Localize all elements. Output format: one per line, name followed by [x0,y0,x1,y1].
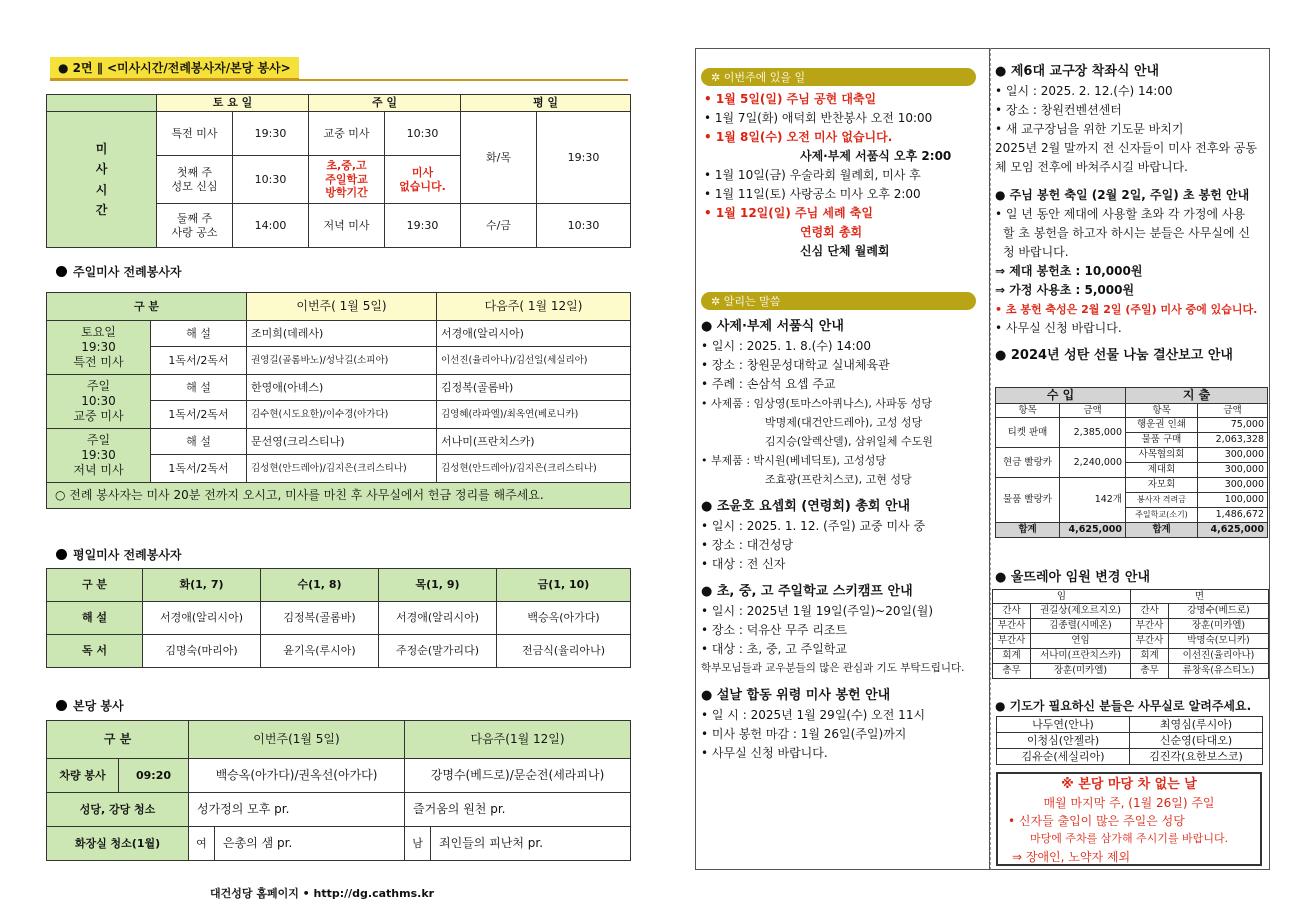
cell: 장훈(미카엘) [1031,664,1131,679]
title-text: 초, 중, 고 주일학교 스키캠프 안내 [716,584,913,599]
total: 4,625,000 [1060,523,1126,538]
line: • 장소 : 창원컨벤션센터 [995,103,1122,117]
footer: 대건성당 홈페이지 • http://dg.cathms.kr [210,887,435,900]
cell: 300,000 [1198,448,1268,463]
cell: 이청심(안젤라) [997,733,1130,749]
heading-text: 주일미사 전례봉사자 [73,265,182,279]
title-text: 조윤호 요셉회 (연령회) 총회 안내 [716,499,911,514]
cell: 김진각(요한보스코) [1130,749,1263,765]
group-cell: 주일 10:30 교중 미사 [47,375,151,429]
cell: 75,000 [1198,418,1268,433]
cell: 둘째 주 사랑 공소 [157,204,233,248]
notice-title: ● 기도가 필요하신 분들은 사무실로 알려주세요. [995,699,1252,713]
sun-icon: ✲ [711,71,724,84]
note: ○ 전례 봉사자는 미사 20분 전까지 오시고, 미사를 마친 후 사무실에서 헌금 정리를 해주세요. [47,483,631,509]
cell: 행운권 인쇄 [1126,418,1198,433]
role-cell: 해 설 [47,602,143,635]
header: 다음주( 1월 12일) [437,293,631,321]
cell: 강명수(베드로) [1169,604,1269,619]
cell: 티켓 판매 [996,418,1060,448]
cell: 제대회 [1126,463,1198,478]
line: • 장소 : 창원문성대학교 실내체육관 [701,358,890,372]
cell: 첫째 주 성모 신심 [157,156,233,204]
cell: 전금식(율리아나) [497,635,631,668]
line: 매월 마지막 주, (1월 26일) 주일 [1043,796,1215,810]
event: • 1월 7일(화) 애덕회 반찬봉사 오전 10:00 [704,111,933,125]
subheader: 항목 [1126,404,1198,418]
sun-icon: ✲ [711,295,724,308]
subheader: 금액 [1198,404,1268,418]
prayer-table [996,716,1263,765]
bullet-icon [56,549,67,560]
line: 학부모님들과 교우분들의 많은 관심과 기도 부탁드립니다. [701,662,965,674]
cell: 서경애(알리시아) [143,602,261,635]
cell: 여 [189,827,215,861]
page-section-header [50,57,630,83]
role-cell: 1독서/2독서 [151,455,247,483]
title-text: 기도가 필요하신 분들은 사무실로 알려주세요. [1009,699,1252,713]
side-char: 시 [95,182,108,197]
line: • 미사 봉헌 마감 : 1월 26일(주일)까지 [701,727,907,741]
total: 합계 [1126,523,1198,538]
cell: 연임 [1031,634,1131,649]
header: 다음주(1월 12일) [405,721,631,759]
cell: 수/금 [461,204,537,248]
notices [701,317,986,763]
line: 청 바랍니다. [1003,245,1069,259]
line: • 일 년 동안 제대에 사용할 초와 각 가정에 사용 [995,207,1246,221]
heading-text: 본당 봉사 [73,699,124,713]
header: 구 분 [47,293,247,321]
cell: 은총의 샘 pr. [215,827,405,861]
side-char: 사 [95,162,108,177]
cell: 300,000 [1198,478,1268,493]
line: 2025년 2월 말까지 전 신자들이 미사 전후와 공동 [995,141,1257,155]
cell: 서경애(알리시아) [379,602,497,635]
side-char: 미 [95,141,108,156]
header: 면 [1131,590,1269,604]
cell: 윤기옥(루시아) [261,635,379,668]
label-cell: 성당, 강당 청소 [47,793,189,827]
cell: 김종렬(시메온) [1031,619,1131,634]
bullet-icon [56,700,67,711]
settlement-table [995,387,1268,538]
section-heading [56,697,124,714]
line: ⇒ 가정 사용초 : 5,000원 [995,283,1135,297]
cell: 물품 구매 [1126,433,1198,448]
title-text: 설날 합동 위령 미사 봉헌 안내 [716,688,891,703]
pill [701,292,976,310]
cell: 김영혜(라파엘)/최옥연(베로니카) [437,401,631,429]
header-sat: 토 요 일 [157,95,309,112]
side-char: 간 [95,202,108,217]
cell: 14:00 [233,204,309,248]
header: 이번주( 1월 5일) [247,293,437,321]
line: • 사제품 : 임상영(토마스아퀴나스), 사파동 성당 [701,397,933,410]
cell: 간사 [1131,604,1169,619]
cell: 죄인들의 피난처 pr. [431,827,631,861]
line: • 사무실 신청 바랍니다. [995,321,1122,335]
subheader: 항목 [996,404,1060,418]
time-cell: 09:20 [119,759,189,793]
role-cell: 해 설 [151,429,247,455]
parking-notice [996,772,1262,866]
total: 합계 [996,523,1060,538]
cell: 김유순(세실리아) [997,749,1130,765]
cell: 사목협의회 [1126,448,1198,463]
event-text: • 1월 5일(일) 주님 공현 대축일 [704,92,877,106]
cell: 300,000 [1198,463,1268,478]
pill-text: 알리는 말씀 [723,295,781,308]
ultreya-table [992,589,1269,679]
role-cell: 독 서 [47,635,143,668]
cell: 회계 [1131,649,1169,664]
cell: 백승옥(아가다) [497,602,631,635]
line: • 일시 : 2025년 1월 19일(주일)~20일(월) [701,604,934,618]
line: • 주례 : 손삼석 요셉 주교 [701,377,836,391]
cell: 2,063,328 [1198,433,1268,448]
line: • 일시 : 2025. 1. 12. (주일) 교중 미사 중 [701,519,926,533]
notice-title: ● 울뜨레아 임원 변경 안내 [995,570,1151,585]
line: • 대상 : 전 신자 [701,557,786,571]
event [704,90,951,109]
line: 김지승(알렉산델), 삼위일체 수도원 [765,435,933,448]
line: • 장소 : 덕유산 무주 리조트 [701,623,848,637]
cell: 백승옥(아가다)/권옥선(아가다) [189,759,405,793]
cell: 조미희(데레사) [247,321,437,347]
notice-title: ● 제6대 교구장 착좌식 안내 [995,64,1160,79]
cell: 2,240,000 [1060,448,1126,478]
line: • 신자들 출입이 많은 주일은 성당 [1008,814,1185,828]
group-cell: 주일 19:30 저녁 미사 [47,429,151,483]
role-cell: 1독서/2독서 [151,401,247,429]
cell: 자모회 [1126,478,1198,493]
cell: 신순영(타대오) [1130,733,1263,749]
line: • 사무실 신청 바랍니다. [701,746,828,760]
cell: 서나미(프란치스카) [1031,649,1131,664]
parish-service-table [46,720,631,861]
cell: 남 [405,827,431,861]
cell: 부간사 [993,619,1031,634]
header: 임 [993,590,1131,604]
events-list [704,90,951,261]
cell: 최영심(루시아) [1130,717,1263,733]
role-cell: 1독서/2독서 [151,347,247,375]
bullet-icon [56,266,67,277]
subheader: 금액 [1060,404,1126,418]
cell: 19:30 [233,112,309,156]
blank-cell [47,95,157,112]
cell: 총무 [993,664,1031,679]
side-label [47,112,157,248]
line: • 일시 : 2025. 1. 8.(수) 14:00 [701,339,871,353]
role-cell: 해 설 [151,321,247,347]
line: • 장소 : 대건성당 [701,538,794,552]
cell: 부간사 [993,634,1031,649]
header: 이번주(1월 5일) [189,721,405,759]
total: 4,625,000 [1198,523,1268,538]
notice-title: ● 조윤호 요셉회 (연령회) 총회 안내 [701,499,911,514]
cell: 장훈(미카엘) [1169,619,1269,634]
line: • 초 봉헌 축성은 2월 2일 (주일) 미사 중에 있습니다. [995,303,1258,316]
cell: 김수현(시도요한)/이수경(아가다) [247,401,437,429]
cell: 물품 빨랑카 [996,478,1060,523]
notice-title: ● 초, 중, 고 주일학교 스키캠프 안내 [701,584,913,599]
cell: 10:30 [233,156,309,204]
cell: 주일학교(소기) [1126,508,1198,523]
cell: 19:30 [385,204,461,248]
line: 할 초 봉헌을 하고자 하시는 분들은 사무실에 신 [1003,226,1250,240]
section-heading [56,546,182,563]
cell: 특전 미사 [157,112,233,156]
cell: 권영길(골롬바노)/성낙길(소피아) [247,347,437,375]
title-text: 사제·부제 서품식 안내 [716,319,844,334]
cell: 김명숙(마리아) [143,635,261,668]
cell: 이선진(율리아나)/김선일(세실리아) [437,347,631,375]
pill-heading [701,290,976,310]
cell: 이선진(율리아나) [1169,649,1269,664]
line: 조효광(프란치스코), 고현 성당 [765,473,912,486]
cell: 김성현(안드레아)/김지은(크리스티나) [437,455,631,483]
header: 수(1, 8) [261,569,379,602]
notice-title: ● 주님 봉헌 축일 (2월 2일, 주일) 초 봉헌 안내 [995,188,1250,202]
line: 마당에 주차를 삼가해 주시기를 바랍니다. [1029,832,1229,845]
title-text: 2024년 성탄 선물 나눔 결산보고 안내 [1010,348,1233,363]
cell: 나두연(안나) [997,717,1130,733]
event: • 1월 12일(일) 주님 세례 축일 [704,206,873,220]
cell: 부간사 [1131,634,1169,649]
cell: 서나미(프란치스카) [437,429,631,455]
divider [50,79,628,81]
cell: 총무 [1131,664,1169,679]
line: • 새 교구장님을 위한 기도문 바치기 [995,122,1184,136]
cell: 류창욱(유스티노) [1169,664,1269,679]
role-cell: 해 설 [151,375,247,401]
title-text: 제6대 교구장 착좌식 안내 [1010,64,1160,79]
event: • 1월 11일(토) 사랑공소 미사 오후 2:00 [704,187,921,201]
line: 체 모임 전후에 바쳐주시길 바랍니다. [995,160,1188,174]
header: 수 입 [996,388,1126,404]
header: 목(1, 9) [379,569,497,602]
line: • 일 시 : 2025년 1월 29일(수) 오전 11시 [701,708,926,722]
cell: 현금 빨랑카 [996,448,1060,478]
section-title: ● 2면 ∥ <미사시간/전례봉사자/본당 봉사> [50,57,299,80]
right-column-1 [695,48,990,870]
cell: 박명숙(모니카) [1169,634,1269,649]
cell: 10:30 [537,204,631,248]
notice-title: ● 2024년 성탄 선물 나눔 결산보고 안내 [995,348,1233,363]
cell: 한영애(아녜스) [247,375,437,401]
heading-text: 평일미사 전례봉사자 [73,548,182,562]
line: • 대상 : 초, 중, 고 주일학교 [701,642,847,656]
header-sun: 주 일 [309,95,461,112]
cell: 회계 [993,649,1031,664]
header: 금(1, 10) [497,569,631,602]
cell: 초,중,고 주일학교 방학기간 [309,156,385,204]
event: • 1월 10일(금) 우술라회 월례회, 미사 후 [704,168,921,182]
cell: 김성현(안드레아)/김지은(크리스티나) [247,455,437,483]
pill-text: 이번주에 있을 일 [723,71,806,84]
mass-time-table [46,94,631,248]
event: 신심 단체 월례회 [800,244,890,258]
cell: 교중 미사 [309,112,385,156]
label-cell: 차량 봉사 [47,759,119,793]
cell: 100,000 [1198,493,1268,508]
line: 박명제(대건안드레아), 고성 성당 [765,416,923,429]
cell: 봉사자 격려금 [1126,493,1198,508]
header-week: 평 일 [461,95,631,112]
line: ⇒ 장애인, 노약자 제외 [1012,850,1131,864]
cell: 문선영(크리스티나) [247,429,437,455]
sunday-servers-table [46,292,631,509]
cell: 김정복(골롬바) [437,375,631,401]
notice-title: ● 사제·부제 서품식 안내 [701,319,844,334]
cell: 19:30 [537,112,631,204]
group-cell: 토요일 19:30 특전 미사 [47,321,151,375]
header: 화(1, 7) [143,569,261,602]
header: 지 출 [1126,388,1268,404]
cell: 간사 [993,604,1031,619]
line: • 부제품 : 박시원(베네딕토), 고성성당 [701,454,887,467]
right-column-2 [990,48,1270,870]
cell: 미사 없습니다. [385,156,461,204]
notices-2 [995,62,1269,366]
line: ⇒ 제대 봉헌초 : 10,000원 [995,264,1143,278]
cell: 김정복(골롬바) [261,602,379,635]
event: • 1월 8일(수) 오전 미사 없습니다. [704,130,893,144]
label-cell: 화장실 청소(1월) [47,827,189,861]
cell: 화/목 [461,112,537,204]
pill [701,68,976,86]
header: 구 분 [47,721,189,759]
cell: 1,486,672 [1198,508,1268,523]
event: 사제·부제 서품식 오후 2:00 [800,149,952,163]
cell: 서경애(알리시아) [437,321,631,347]
title-text: 울뜨레아 임원 변경 안내 [1010,570,1151,585]
line: • 일시 : 2025. 2. 12.(수) 14:00 [995,84,1173,98]
header: 구 분 [47,569,143,602]
cell: 권길상(제오르지오) [1031,604,1131,619]
cell: 142개 [1060,478,1126,523]
cell: 강명수(베드로)/문순전(세라피나) [405,759,631,793]
cell: 주정순(말가리다) [379,635,497,668]
line: ※ 본당 마당 차 없는 날 [1061,777,1197,792]
cell: 성가정의 모후 pr. [189,793,405,827]
pill-heading [701,66,976,86]
event: 연령회 총회 [800,225,863,239]
cell: 2,385,000 [1060,418,1126,448]
notice-title: ● 설날 합동 위령 미사 봉헌 안내 [701,688,891,703]
weekday-servers-table [46,568,631,668]
cell: 10:30 [385,112,461,156]
cell: 저녁 미사 [309,204,385,248]
cell: 부간사 [1131,619,1169,634]
title-text: 주님 봉헌 축일 (2월 2일, 주일) 초 봉헌 안내 [1009,188,1250,202]
cell: 즐거움의 원천 pr. [405,793,631,827]
section-heading [56,263,182,280]
